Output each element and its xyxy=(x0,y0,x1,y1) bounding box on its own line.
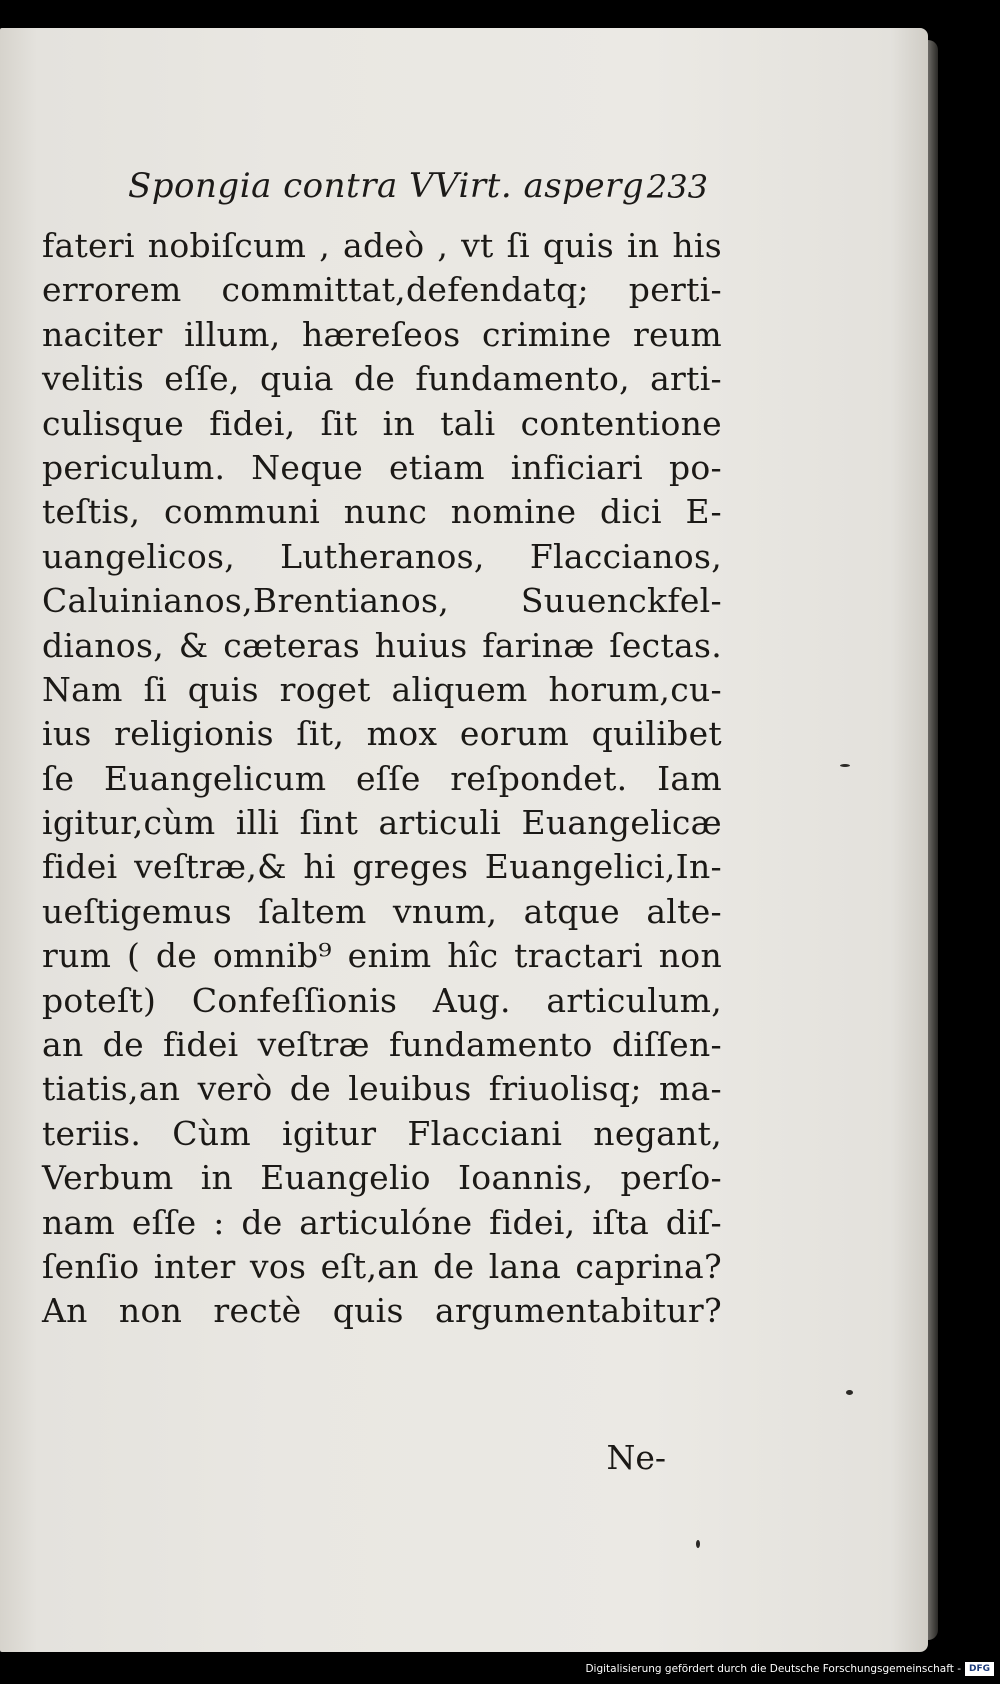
text-line: naciter illum, hæreſeos crimine reum xyxy=(42,314,722,354)
text-line: ius religionis ſit, mox eorum quilibet xyxy=(42,714,722,754)
text-line: ſenſio inter vos eſt,an de lana caprina? xyxy=(42,1246,722,1286)
catchword: Ne- xyxy=(606,1438,666,1477)
dfg-logo: DFG xyxy=(965,1662,994,1676)
text-line: fateri nobiſcum , adeò , vt ſi quis in his xyxy=(42,226,722,265)
text-line: periculum. Neque etiam inficiari po- xyxy=(42,447,722,487)
text-line: Verbum in Euangelio Ioannis, perſo- xyxy=(42,1158,722,1198)
page-header xyxy=(128,166,708,216)
text-line: culisque fidei, ſit in tali contentione xyxy=(42,403,722,443)
page-number: 233 xyxy=(646,168,708,206)
text-line: ueſtigemus ſaltem vnum, atque alte- xyxy=(42,891,722,931)
text-line: igitur,cùm illi ſint articuli Euangelicæ xyxy=(42,803,722,843)
text-line: an de fidei veſtræ fundamento diſſen- xyxy=(42,1025,722,1065)
text-line: tiatis,an verò de leuibus friuolisq; ma- xyxy=(42,1069,722,1109)
text-line: Nam ſi quis roget aliquem horum,cu- xyxy=(42,669,722,709)
text-line: An non rectè quis argumentabitur? xyxy=(42,1291,722,1331)
text-line: ſe Euangelicum eſſe reſpondet. Iam xyxy=(42,758,722,798)
text-line: dianos, & cæteras huius farinæ ſectas. xyxy=(42,625,722,665)
speck xyxy=(846,1390,853,1395)
speck xyxy=(696,1540,700,1548)
body-text xyxy=(42,224,722,1334)
speck xyxy=(840,764,850,767)
text-line: teſtis, communi nunc nomine dici E- xyxy=(42,492,722,532)
text-line: nam eſſe : de articulóne fidei, iſta diſ- xyxy=(42,1202,722,1242)
running-head: Spongia contra VVirt. asperg. xyxy=(128,166,656,206)
text-line: fidei veſtræ,& hi greges Euangelici,In- xyxy=(42,847,722,887)
digitization-footer xyxy=(585,1660,994,1678)
text-line: errorem committat,defendatq; perti- xyxy=(42,270,722,310)
book-page xyxy=(0,28,928,1652)
footer-credit: Digitalisierung gefördert durch die Deutsche Forschungsgemeinschaft - xyxy=(585,1663,961,1675)
text-line: uangelicos, Lutheranos, Flaccianos, xyxy=(42,536,722,576)
text-line: rum ( de omnib⁹ enim hîc tractari non xyxy=(42,936,722,976)
text-line: Caluinianos,Brentianos, Suuenckfel- xyxy=(42,581,722,621)
text-line: teriis. Cùm igitur Flacciani negant, xyxy=(42,1113,722,1153)
text-line: poteſt) Confeſſionis Aug. articulum, xyxy=(42,980,722,1020)
text-line: velitis eſſe, quia de fundamento, arti- xyxy=(42,359,722,399)
